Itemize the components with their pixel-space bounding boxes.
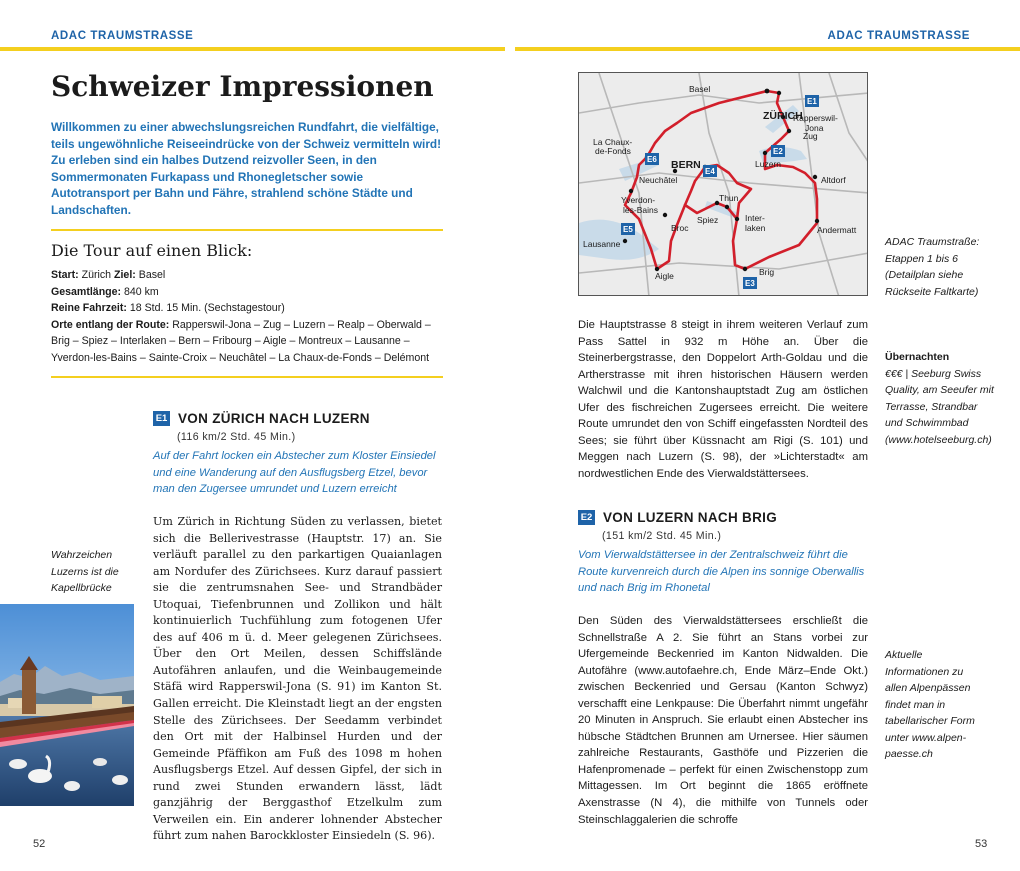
map-label-spiez: Spiez [697, 215, 719, 225]
map-badge-e5: E5 [623, 225, 633, 234]
page-number-right: 53 [975, 838, 988, 850]
section-e2-body: Den Süden des Vierwaldstättersees erschließt die Schnellstraße A 2. Sie führt an Stans vorbei zur Ufergemeinde Beckenried im Kanton Nidwalden. Die Autofähre (www.autofaehre.ch, Ende März–Ende Okt.) zwischen Beckenried und Gersau (Kanton Schwyz) verschafft eine Lenkpause: Die Überfahrt nimmt ungefähr 20 Minuten in Anspruch. Sie erlaubt einen Abstecher ins hübsche Städtchen Brunnen am Urnersee. Hier säumen zahlreiche Restaurants, Gasthöfe und Pizzerien die Hafenpromenade – perfekt für einen Zwischenstopp zum Mittagessen. Im Ort beginnt die 1865 eröffnete Axenstrasse (N 4), die mithilfe von Tunnels oder Steinschlaggalerien die schroffe [578, 615, 868, 826]
map-label-bern: BERN [671, 159, 701, 171]
note-overnight [885, 349, 995, 448]
section-e1-heading [153, 411, 370, 426]
map-label-luzern: Luzern [755, 159, 781, 169]
kapellbruecke-photo [0, 604, 134, 806]
tour-time-line: Reine Fahrzeit: 18 Std. 15 Min. (Sechstagestour) [51, 302, 285, 315]
section-e2-subtitle: (151 km/2 Std. 45 Min.) [602, 530, 722, 542]
stage-badge-e1: E1 [153, 411, 170, 426]
map-label-aigle: Aigle [655, 271, 674, 281]
section-e1-lead: Auf der Fahrt locken ein Abstecher zum Kloster Einsiedel und eine Wanderung auf den Ausflugsberg Etzel, bevor man den Zugersee umrundet und Luzern erreicht [153, 450, 436, 496]
map-badge-e6: E6 [647, 155, 657, 164]
map-badge-e3: E3 [745, 279, 755, 288]
note-alpine-passes: Aktuelle Informationen zu allen Alpenpässen findet man in tabellarischer Form unter www.alpen-paesse.ch [885, 649, 975, 760]
tour-length-line: Gesamtlänge: 840 km [51, 285, 159, 298]
map-label-rapperswil: Rapperswil- [793, 113, 838, 123]
tour-start-line: Start: Zürich Ziel: Basel [51, 269, 166, 281]
section-e2-title: VON LUZERN NACH BRIG [603, 510, 777, 525]
map-label-zug: Zug [803, 131, 818, 141]
map-label-yverdon-2: les-Bains [623, 205, 658, 215]
map-label-andermatt: Andermatt [817, 225, 857, 235]
map-label-zurich: ZÜRICH [763, 110, 803, 122]
photo-caption: Wahrzeichen Luzerns ist die Kapellbrücke [51, 549, 119, 594]
section-e1-subtitle: (116 km/2 Std. 45 Min.) [177, 431, 296, 443]
running-header-right: ADAC TRAUMSTRASSE [827, 30, 970, 42]
section-e2-heading [578, 510, 777, 525]
map-label-jona: Jona [805, 123, 824, 133]
map-label-chaux-1: La Chaux- [593, 137, 633, 147]
map-label-chaux-2: de-Fonds [595, 146, 631, 156]
tour-box-top-rule [51, 229, 443, 231]
map-label-neuchatel: Neuchâtel [639, 175, 678, 185]
running-header-left: ADAC TRAUMSTRASSE [51, 30, 194, 42]
tour-box-body [51, 267, 446, 367]
right-body-top: Die Hauptstrasse 8 steigt in ihrem weiteren Verlauf zum Pass Sattel in 932 m Höhe an. Über die Steinerbergstrasse, den Doppelort Arth-Goldau und die Artherstrasse mit ihren historischen Häusern werden Walchwil und die Kantonshauptstadt Zug am östlichen Ufer des fischreichen Zugersees erreicht. Die weitere Route umrundet den von Schiff eingefassten Nordteil des Sees; sie führt über Küssnacht am Rigi (S. 101) und Meggen nach Luzern (S. 98), der »Lichterstadt« am nordwestlichen Ende des Vierwaldstättersees. [578, 319, 868, 480]
map-badge-e1: E1 [807, 97, 817, 106]
section-e1-body: Um Zürich in Richtung Süden zu verlassen, bietet sich die Bellerivestrasse (Hauptstr. 17) an. Sie verläuft parallel zu den parkartigen Quaianlagen am Nordufer des Zürichsees. Kurz darauf passiert sie die zentrumsnahen See- und Strandbäder Utoquai, Tiefenbrunnen und Zollikon und hält kontinuierlich Tuchfühlung zum fotogenen Ufer des auf 406 m ü. d. Meer gelegenen Zürichsees. Über den Ort Meilen, dessen Schiffslände Autofähren anlaufen, und die Weinbaugemeinde Stäfä wird Rapperswil-Jona (S. 91) im Kanton St. Gallen erreicht. Die Kleinstadt liegt an der engsten Stelle des Zürichsees. Der Seedamm verbindet den Ort mit der Halbinsel Hurden und der Gemeinde Pfäffikon am Fuß des 1098 m hohen Ausflugsbergs Etzel. Auf dessen Gipfel, der sich in rund zwei Stunden erwandern lässt, lädt ganzjährig der Berggasthof Etzelkulm zum Verweilen ein. Ein anderer lohnender Abstecher führt zum nahen Barockkloster Einsiedeln (S. 96). [153, 515, 442, 843]
note-overnight-text: €€€ | Seeburg Swiss Quality, am Seeufer mit Terrasse, Strandbar und Schwimmbad (www.hotelseeburg.ch) [885, 367, 994, 446]
section-e2-lead: Vom Vierwaldstättersee in der Zentralschweiz führt die Route kurvenreich durch die Alpen ins sonnige Oberwallis und nach Brig im Rhonetal [578, 549, 865, 595]
header-rule-left [0, 47, 505, 51]
map-label-broc: Broc [671, 223, 689, 233]
map-caption: ADAC Traumstraße: Etappen 1 bis 6 (Detailplan siehe Rückseite Faltkarte) [885, 236, 980, 298]
header-rule-right [515, 47, 1020, 51]
map-label-interlaken-2: laken [745, 223, 766, 233]
map-label-altdorf: Altdorf [821, 175, 846, 185]
tour-box-bottom-rule [51, 376, 443, 378]
route-map [578, 72, 868, 296]
map-label-brig: Brig [759, 267, 775, 277]
tour-places-line: Orte entlang der Route: Rapperswil-Jona – Zug – Luzern – Realp – Oberwald – Brig – Spiez – Interlaken – Bern – Fribourg – Aigle – Montreux – Lausanne – Yverdon-les-Bains – Sainte-Croix – Neuchâtel – La Chaux-de-Fonds – Delémont [51, 318, 431, 364]
map-label-thun: Thun [719, 193, 739, 203]
map-label-lausanne: Lausanne [583, 239, 621, 249]
tour-box-title: Die Tour auf einen Blick: [51, 241, 253, 260]
intro-text: Willkommen zu einer abwechslungsreichen Rundfahrt, die vielfältige, teils ungewöhnliche Reiseeindrücke von der Schweiz vermitteln wird! Zu erleben sind ein halbes Dutzend reizvoller Seen, in den Sommermonaten Furkapass und Rhonegletscher sowie Autotransport per Bahn und Fähre, strahlend schöne Städte und Landschaften. [51, 120, 442, 217]
page-number-left: 52 [33, 838, 46, 850]
map-badge-e4: E4 [705, 167, 715, 176]
section-e1-title: VON ZÜRICH NACH LUZERN [178, 411, 370, 426]
map-label-interlaken-1: Inter- [745, 213, 765, 223]
stage-badge-e2: E2 [578, 510, 595, 525]
page-title: Schweizer Impressionen [51, 70, 434, 103]
map-badge-e2: E2 [773, 147, 783, 156]
map-label-yverdon-1: Yverdon- [621, 195, 656, 205]
map-label-basel: Basel [689, 84, 711, 94]
note-overnight-title: Übernachten [885, 351, 950, 363]
